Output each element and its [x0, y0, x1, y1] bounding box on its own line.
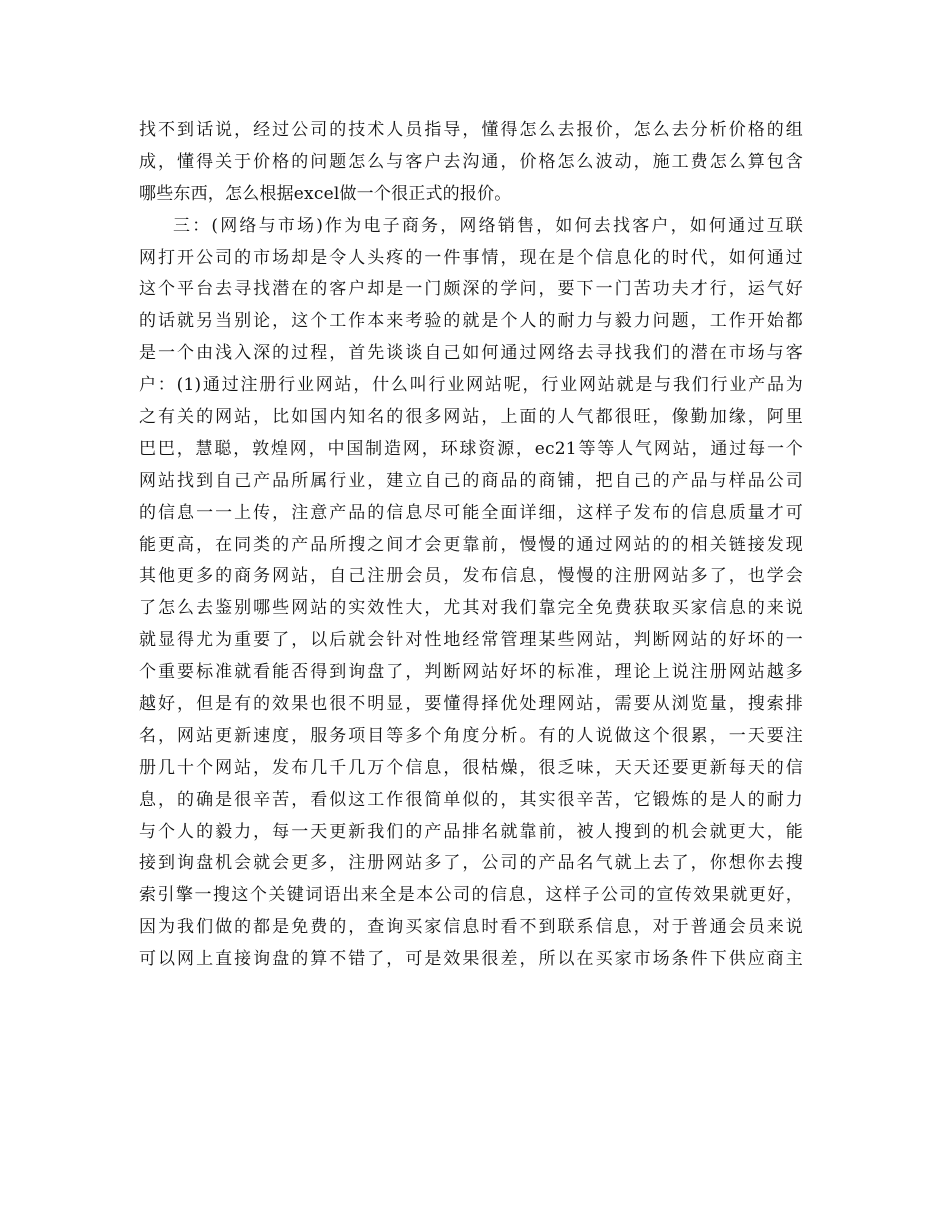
text-line: 网打开公司的市场却是令人头疼的一件事情，现在是个信息化的时代，如何通过: [139, 247, 803, 268]
text-line: 越好，但是有的效果也很不明显，要懂得择优处理网站，需要从浏览量，搜索排: [139, 694, 803, 715]
text-line: 索引擎一搜这个关键词语出来全是本公司的信息，这样子公司的宣传效果就更好，: [139, 885, 803, 906]
text-line: 名，网站更新速度，服务项目等多个角度分析。有的人说做这个很累，一天要注: [139, 725, 803, 746]
text-line: 与个人的毅力，每一天更新我们的产品排名就靠前，被人搜到的机会就更大，能: [139, 821, 803, 842]
text-line: 是一个由浅入深的过程，首先谈谈自己如何通过网络去寻找我们的潜在市场与客: [139, 343, 803, 364]
text-line: 了怎么去鉴别哪些网站的实效性大，尤其对我们靠完全免费获取买家信息的来说: [139, 598, 803, 619]
text-line: 册几十个网站，发布几千几万个信息，很枯燥，很乏味，天天还要更新每天的信: [139, 757, 803, 778]
text-line: 三：(网络与市场)作为电子商务，网络销售，如何去找客户，如何通过互联: [173, 215, 803, 236]
text-line: 其他更多的商务网站，自己注册会员，发布信息，慢慢的注册网站多了，也学会: [139, 566, 803, 587]
text-line: 网站找到自己产品所属行业，建立自己的商品的商铺，把自己的产品与样品公司: [139, 470, 803, 491]
text-line: 巴巴，慧聪，敦煌网，中国制造网，环球资源，ec21等等人气网站，通过每一个: [139, 438, 803, 459]
text-line: 哪些东西，怎么根据excel做一个很正式的报价。: [139, 183, 512, 204]
text-line: 的信息一一上传，注意产品的信息尽可能全面详细，这样子发布的信息质量才可: [139, 502, 803, 523]
text-line: 找不到话说，经过公司的技术人员指导，懂得怎么去报价，怎么去分析价格的组: [139, 120, 803, 140]
text-line: 可以网上直接询盘的算不错了，可是效果很差，所以在买家市场条件下供应商主: [139, 949, 803, 970]
text-line: 成，懂得关于价格的问题怎么与客户去沟通，价格怎么波动，施工费怎么算包含: [139, 151, 803, 172]
text-line: 息，的确是很辛苦，看似这工作很简单似的，其实很辛苦，它锻炼的是人的耐力: [139, 789, 803, 810]
text-line: 能更高，在同类的产品所搜之间才会更靠前，慢慢的通过网站的的相关链接发现: [139, 534, 803, 555]
text-line: 就显得尤为重要了，以后就会针对性地经常管理某些网站，判断网站的好坏的一: [139, 630, 803, 651]
text-line: 个重要标准就看能否得到询盘了，判断网站好坏的标准，理论上说注册网站越多: [139, 662, 803, 683]
text-line: 这个平台去寻找潜在的客户却是一门颇深的学问，要下一门苦功夫才行，运气好: [139, 279, 803, 300]
text-line: 因为我们做的都是免费的，查询买家信息时看不到联系信息，对于普通会员来说: [139, 917, 803, 938]
text-line: 户：(1)通过注册行业网站，什么叫行业网站呢，行业网站就是与我们行业产品为: [139, 375, 803, 396]
text-line: 接到询盘机会就会更多，注册网站多了，公司的产品名气就上去了，你想你去搜: [139, 853, 803, 874]
text-line: 之有关的网站，比如国内知名的很多网站，上面的人气都很旺，像勤加缘，阿里: [139, 407, 803, 428]
document-body-text: [139, 115, 803, 976]
text-line: 的话就另当别论，这个工作本来考验的就是个人的耐力与毅力问题，工作开始都: [139, 311, 803, 332]
